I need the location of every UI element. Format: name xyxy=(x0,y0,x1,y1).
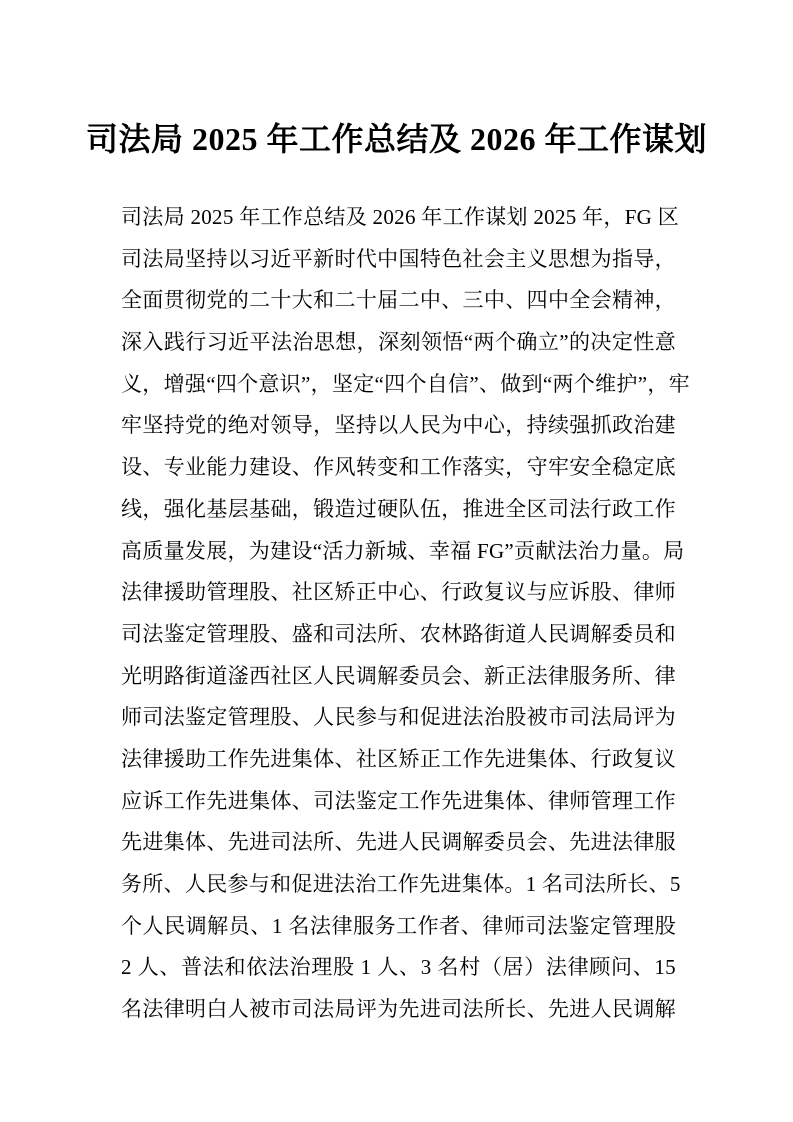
document-title: 司法局 2025 年工作总结及 2026 年工作谋划 xyxy=(85,121,707,157)
body-text-line: 名法律明白人被市司法局评为先进司法所长、先进人民调解 xyxy=(121,997,676,1022)
body-text-line: 个人民调解员、1 名法律服务工作者、律师司法鉴定管理股 xyxy=(121,913,676,938)
body-text-line: 师司法鉴定管理股、人民参与和促进法治股被市司法局评为 xyxy=(121,705,676,730)
body-text-line: 光明路街道滏西社区人民调解委员会、新正法律服务所、律 xyxy=(121,663,676,688)
body-text-line: 全面贯彻党的二十大和二十届二中、三中、四中全会精神， xyxy=(121,288,676,313)
body-text-line: 2 人、普法和依法治理股 1 人、3 名村（居）法律顾问、15 xyxy=(121,955,676,980)
body-text-line: 务所、人民参与和促进法治工作先进集体。1 名司法所长、5 xyxy=(121,872,681,896)
body-text-line: 义，增强“四个意识”，坚定“四个自信”、做到“两个维护”，牢 xyxy=(121,371,690,396)
body-text-line: 高质量发展，为建设“活力新城、幸福 FG”贡献法治力量。局 xyxy=(121,538,685,563)
body-text-line: 牢坚持党的绝对领导，坚持以人民为中心，持续强抓政治建 xyxy=(121,413,676,438)
document-body xyxy=(121,197,690,1031)
body-text-line: 先进集体、先进司法所、先进人民调解委员会、先进法律服 xyxy=(121,830,676,855)
body-text-line: 深入践行习近平法治思想，深刻领悟“两个确立”的决定性意 xyxy=(121,330,676,355)
body-text-line: 司法鉴定管理股、盛和司法所、农林路街道人民调解委员和 xyxy=(121,621,676,646)
body-text-line: 设、专业能力建设、作风转变和工作落实，守牢安全稳定底 xyxy=(121,455,676,480)
body-text-line: 司法局 2025 年工作总结及 2026 年工作谋划 2025 年，FG 区 xyxy=(121,205,679,229)
body-text-line: 法律援助管理股、社区矫正中心、行政复议与应诉股、律师 xyxy=(121,580,676,605)
body-text-line: 司法局坚持以习近平新时代中国特色社会主义思想为指导， xyxy=(121,246,676,271)
body-text-line: 线，强化基层基础，锻造过硬队伍，推进全区司法行政工作 xyxy=(121,496,676,521)
body-text-line: 法律援助工作先进集体、社区矫正工作先进集体、行政复议 xyxy=(121,746,676,771)
body-text-line: 应诉工作先进集体、司法鉴定工作先进集体、律师管理工作 xyxy=(121,788,676,813)
